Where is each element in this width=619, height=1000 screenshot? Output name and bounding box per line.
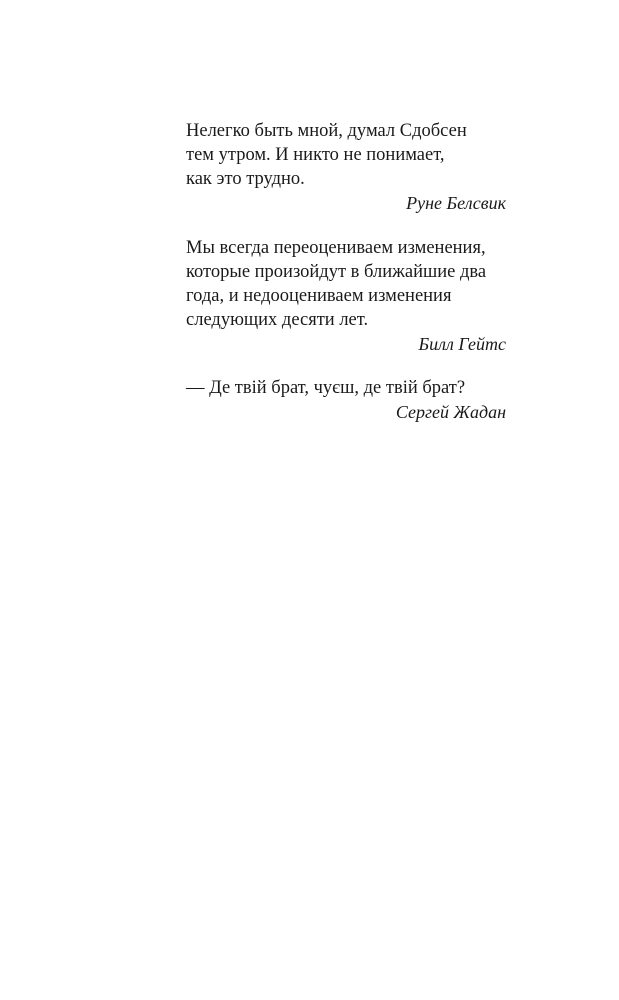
- epigraph-line: года, и недооцениваем изменения: [186, 286, 452, 306]
- epigraph-belsvik: [186, 119, 506, 215]
- epigraph-zhadan: [186, 376, 506, 424]
- epigraph-line: тем утром. И никто не понимает,: [186, 145, 445, 165]
- epigraph-line: — Де твій брат, чуєш, де твій брат?: [186, 378, 466, 398]
- epigraph-gates: [186, 236, 506, 356]
- epigraph-line: следующих десяти лет.: [186, 310, 369, 330]
- epigraph-author: Руне Белсвик: [406, 193, 506, 213]
- epigraph-line: как это трудно.: [186, 169, 305, 189]
- epigraph-line: которые произойдут в ближайшие два: [186, 262, 487, 282]
- epigraph-author: Сергей Жадан: [395, 402, 506, 422]
- epigraph-line: Мы всегда переоцениваем изменения,: [186, 238, 486, 258]
- epigraph-line: Нелегко быть мной, думал Сдобсен: [186, 121, 467, 141]
- epigraph-author: Билл Гейтс: [418, 334, 506, 354]
